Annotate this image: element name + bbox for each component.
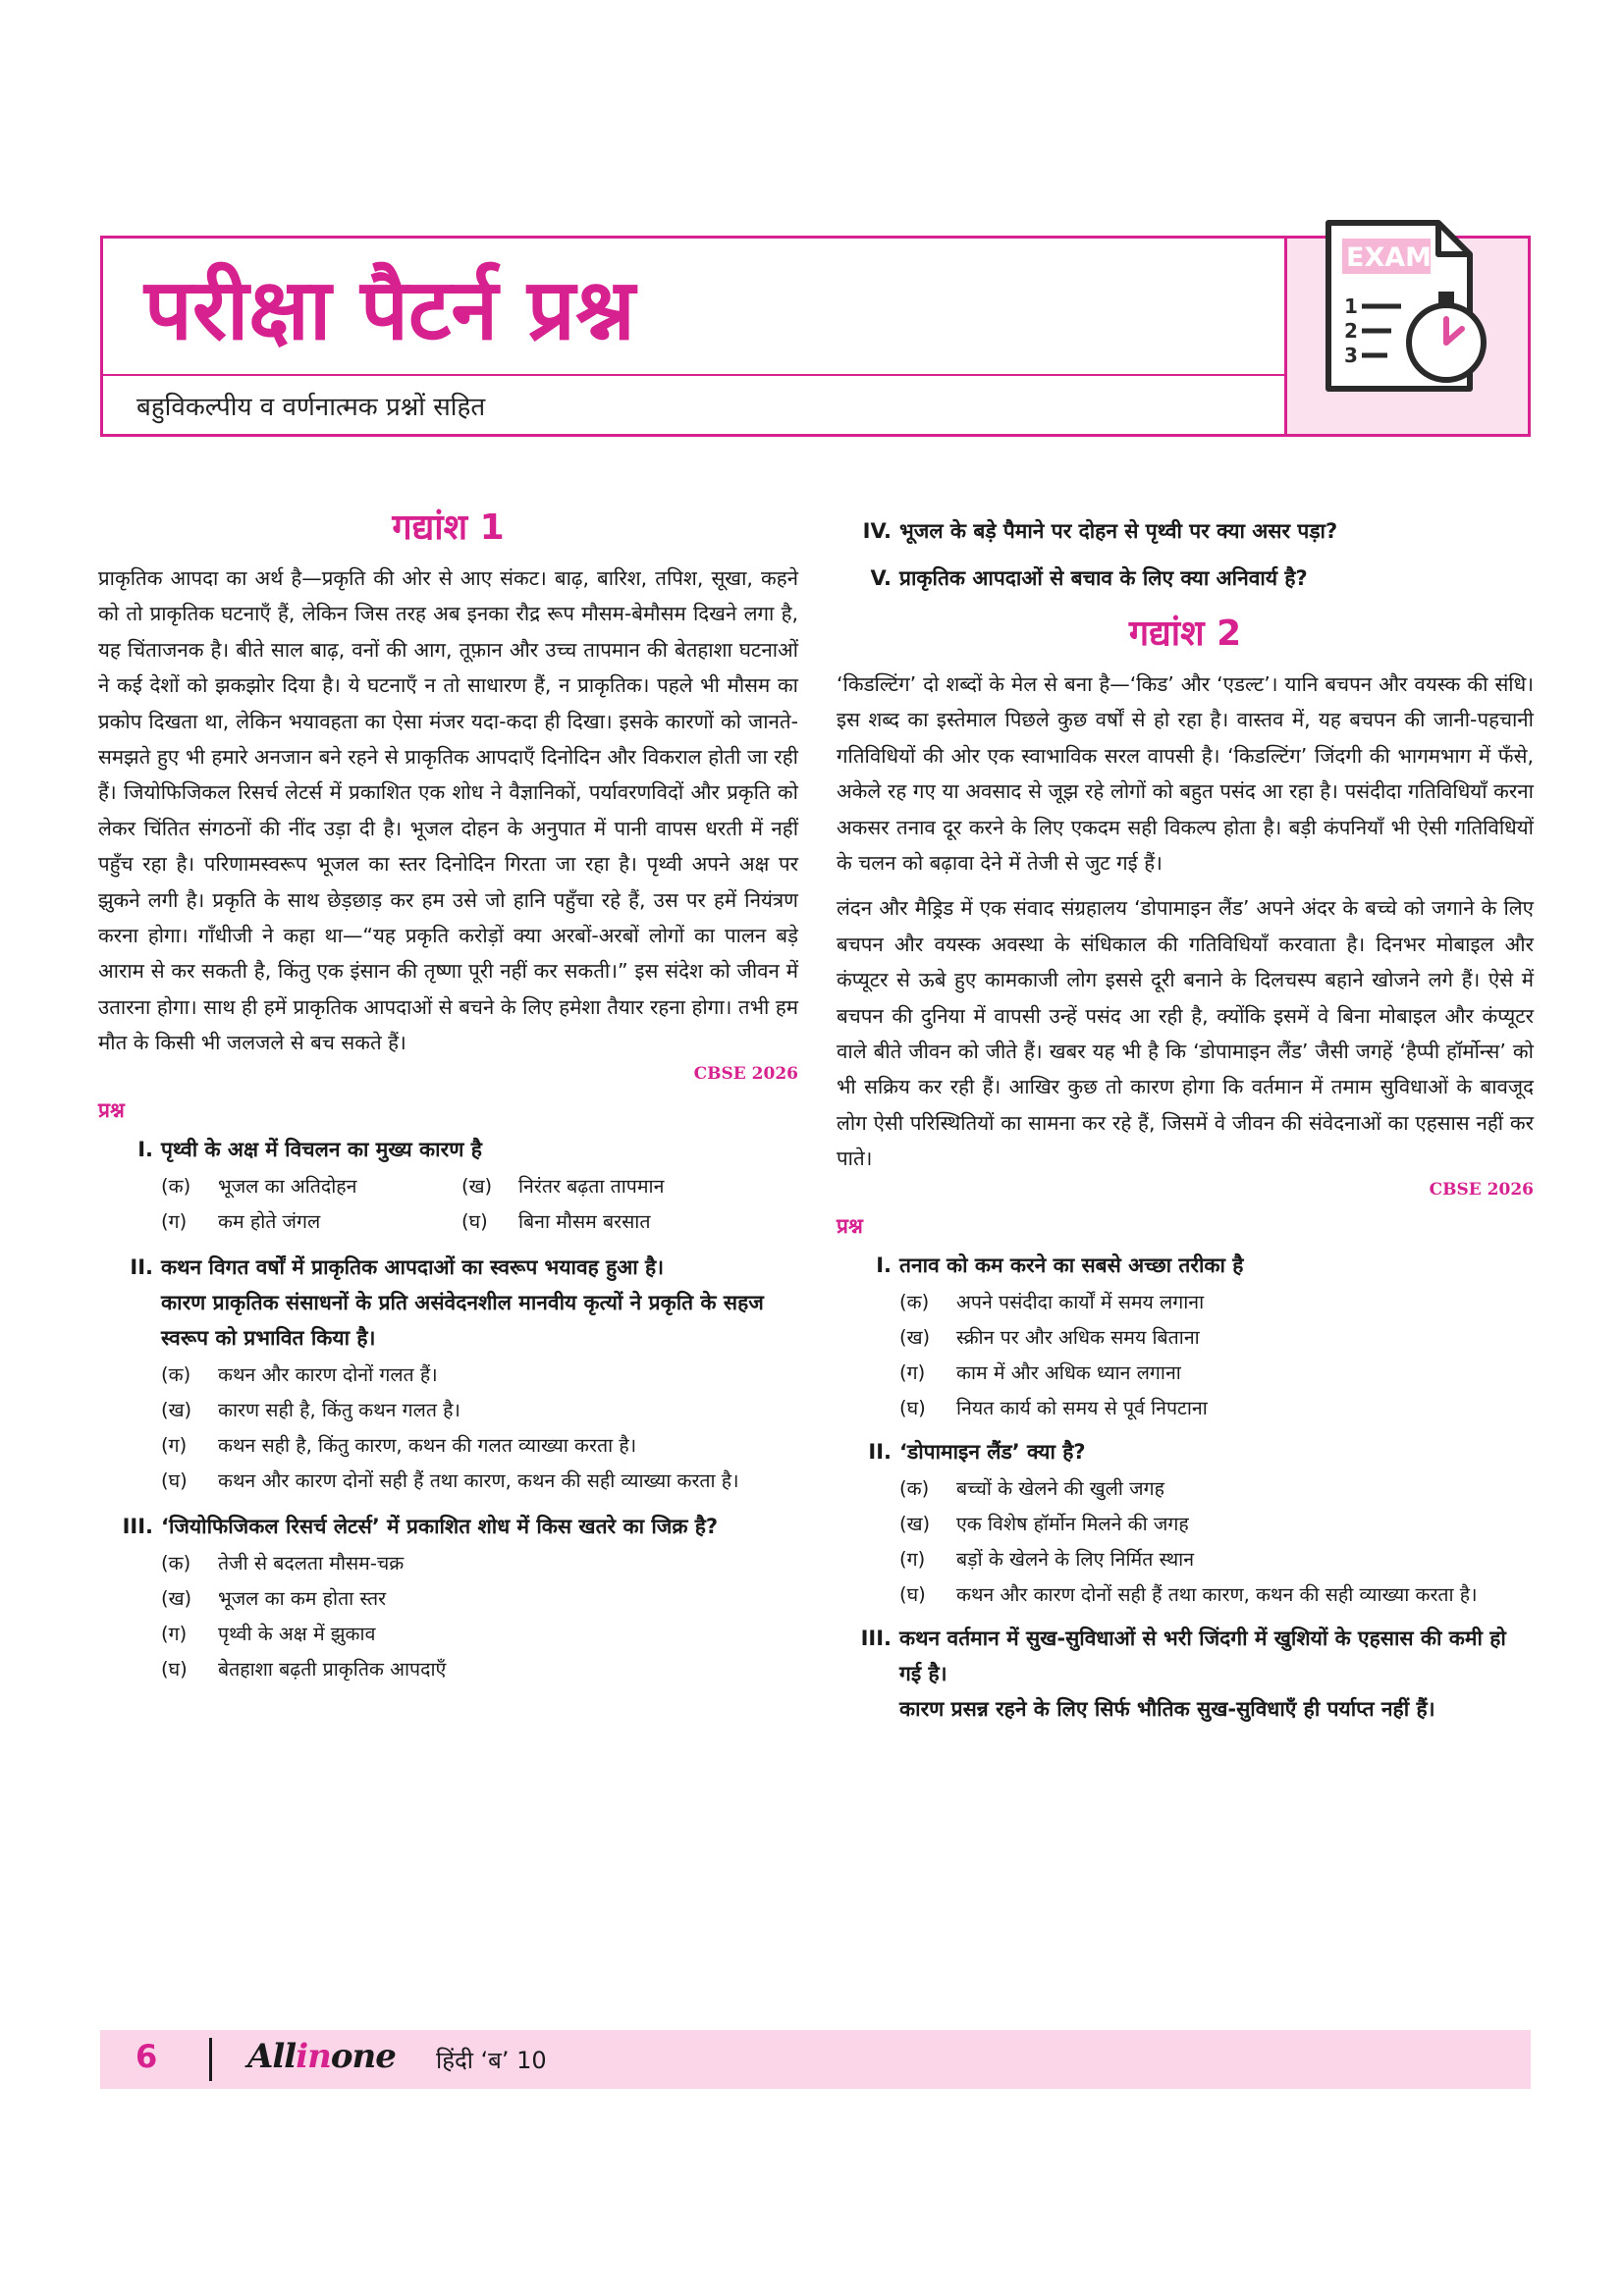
page-subtitle: बहुविकल्पीय व वर्णनात्मक प्रश्नों सहित (136, 393, 486, 422)
page-number: 6 (135, 2038, 158, 2075)
option-gha: (घ) नियत कार्य को समय से पूर्व निपटाना (899, 1396, 1208, 1419)
exam-icon-panel (1284, 239, 1528, 434)
book-title: हिंदी ‘ब’ 10 (436, 2047, 547, 2074)
exam-num-2: 2 (1344, 319, 1358, 343)
option-kha: (ख) कारण सही है, किंतु कथन गलत है। (161, 1398, 460, 1421)
question-1-2 (98, 1250, 798, 1499)
option-ga: (ग) बड़ों के खेलने के लिए निर्मित स्थान (899, 1547, 1195, 1571)
option-ga: (ग) कम होते जंगल (161, 1209, 321, 1233)
options (161, 1169, 798, 1240)
passage-1-title: गद्यांश 1 (392, 507, 505, 548)
page-footer (100, 2030, 1531, 2089)
question-1-1 (98, 1132, 798, 1240)
question-1-3 (98, 1509, 798, 1687)
page-title: परीक्षा पैटर्न प्रश्न (144, 261, 635, 359)
reason-text: कारण प्राकृतिक संसाधनों के प्रति असंवेदनशील मानवीय कृत्यों ने प्रकृति के सहज स्वरूप को प्रभावित किया है। (161, 1290, 764, 1350)
option-ka: (क) तेजी से बदलता मौसम-चक्र (161, 1551, 405, 1575)
chapter-header (100, 236, 1531, 437)
option-ga: (ग) कथन सही है, किंतु कारण, कथन की गलत व्याख्या करता है। (161, 1433, 637, 1457)
question-number: II. (868, 1439, 892, 1464)
option-ga: (ग) काम में और अधिक ध्यान लगाना (899, 1361, 1181, 1384)
option-gha: (घ) बेतहाशा बढ़ती प्राकृतिक आपदाएँ (161, 1657, 447, 1681)
exam-num-1: 1 (1344, 294, 1358, 318)
passage-2-title: गद्यांश 2 (1128, 614, 1242, 654)
question-text: ‘जियोफिजिकल रिसर्च लेटर्स’ में प्रकाशित शोध में किस खतरे का जिक्र है? (161, 1514, 719, 1538)
question-2-2 (837, 1434, 1534, 1613)
footer-divider (209, 2038, 212, 2081)
option-ka: (क) अपने पसंदीदा कार्यों में समय लगाना (899, 1290, 1205, 1313)
question-number: III. (122, 1514, 153, 1538)
questions-label-2: प्रश्न (837, 1213, 863, 1238)
options (161, 1546, 798, 1687)
question-text: भूजल के बड़े पैमाने पर दोहन से पृथ्वी पर क्या असर पड़ा? (899, 519, 1338, 543)
right-column (837, 506, 1534, 1727)
options (161, 1358, 798, 1499)
assertion-text: कथन वर्तमान में सुख-सुविधाओं से भरी जिंदगी में खुशियों के एहसास की कमी हो गई है। (899, 1626, 1506, 1685)
option-kha: (ख) स्क्रीन पर और अधिक समय बिताना (899, 1325, 1200, 1349)
question-text: प्राकृतिक आपदाओं से बचाव के लिए क्या अनिवार्य है? (899, 566, 1308, 590)
question-1-4 (837, 513, 1534, 549)
question-text: पृथ्वी के अक्ष में विचलन का मुख्य कारण है (161, 1137, 482, 1161)
question-2-3 (837, 1621, 1534, 1727)
question-2-1 (837, 1248, 1534, 1426)
passage-2-para-1: ‘किडल्टिंग’ दो शब्दों के मेल से बना है—‘किड’ और ‘एडल्ट’। यानि बचपन और वयस्क की संधि। इस शब्द का इस्तेमाल पिछले कुछ वर्षों से हो रहा है। वास्तव में, यह बचपन की जानी-पहचानी गतिविधियों की ओर एक स्वाभाविक सरल वापसी है। ‘किडल्टिंग’ जिंदगी की भागमभाग में फँसे, अकेले रह गए या अवसाद से जूझ रहे लोगों को बहुत पसंद आ रहा है। पसंदीदा गतिविधियाँ करना अकसर तनाव दूर करने के लिए एकदम सही विकल्प होता है। बड़ी कंपनियाँ भी ऐसी गतिविधियों के चलन को बढ़ावा देने में तेजी से जुट गई हैं। (837, 672, 1534, 876)
exam-label: EXAM (1346, 242, 1433, 273)
option-kha: (ख) एक विशेष हॉर्मोन मिलने की जगह (899, 1512, 1189, 1535)
option-kha: (ख) भूजल का कम होता स्तर (161, 1586, 387, 1610)
left-column (98, 506, 798, 1687)
question-number: V. (870, 566, 892, 590)
question-text: तनाव को कम करने का सबसे अच्छा तरीका है (899, 1253, 1244, 1277)
question-text: ‘डोपामाइन लैंड’ क्या है? (899, 1439, 1086, 1464)
reason-text: कारण प्रसन्न रहने के लिए सिर्फ भौतिक सुख-सुविधाएँ ही पर्याप्त नहीं हैं। (899, 1696, 1435, 1721)
question-number: IV. (862, 519, 892, 543)
passage-2-para-2: लंदन और मैड्रिड में एक संवाद संग्रहालय ‘डोपामाइन लैंड’ अपने अंदर के बच्चे को जगाने के लिए बचपन और वयस्क अवस्था के संधिकाल की गतिविधियाँ करवाता है। दिनभर मोबाइल और कंप्यूटर से ऊबे हुए कामकाजी लोग इससे दूरी बनाने के दिलचस्प बहाने खोजने लगे हैं। ऐसे में बचपन की दुनिया में वापसी उन्हें पसंद आ रही है, क्योंकि इसमें वे बिना मोबाइल और कंप्यूटर वाले बीते जीवन को जीते हैं। खबर यह भी है कि ‘डोपामाइन लैंड’ जैसी जगहें ‘हैप्पी हॉर्मोन्स’ को भी सक्रिय कर रही हैं। आखिर कुछ तो कारण होगा कि वर्तमान में तमाम सुविधाओं के बावजूद लोग ऐसी परिस्थितियों का सामना कर रहे हैं, जिसमें वे जीवन की संवेदनाओं का एहसास नहीं कर पाते। (837, 896, 1534, 1171)
option-ka: (क) भूजल का अतिदोहन (161, 1174, 357, 1198)
option-ka: (क) कथन और कारण दोनों गलत हैं। (161, 1362, 438, 1386)
passage-2-source: CBSE 2026 (1429, 1179, 1534, 1200)
question-number: I. (137, 1137, 153, 1161)
question-number: I. (876, 1253, 892, 1277)
option-kha: (ख) निरंतर बढ़ता तापमान (461, 1174, 665, 1198)
assertion-text: कथन विगत वर्षों में प्राकृतिक आपदाओं का स्वरूप भयावह हुआ है। (161, 1255, 665, 1279)
header-divider (103, 374, 1287, 376)
option-ga: (ग) पृथ्वी के अक्ष में झुकाव (161, 1622, 376, 1645)
question-1-5 (837, 561, 1534, 596)
option-gha: (घ) कथन और कारण दोनों सही हैं तथा कारण, कथन की सही व्याख्या करता है। (161, 1468, 739, 1492)
options (899, 1471, 1534, 1613)
option-gha: (घ) कथन और कारण दोनों सही हैं तथा कारण, कथन की सही व्याख्या करता है। (899, 1582, 1478, 1606)
option-gha: (घ) बिना मौसम बरसात (461, 1209, 651, 1233)
exam-num-3: 3 (1344, 344, 1358, 367)
passage-1-text: प्राकृतिक आपदा का अर्थ है—प्रकृति की ओर से आए संकट। बाढ़, बारिश, तपिश, सूखा, कहने को तो प्राकृतिक घटनाएँ हैं, लेकिन जिस तरह अब इनका रौद्र रूप मौसम-बेमौसम दिखने लगा है, यह चिंताजनक है। बीते साल बाढ़, वनों की आग, तूफ़ान और उच्च तापमान की बेतहाशा घटनाओं ने कई देशों को झकझोर दिया है। ये घटनाएँ न तो साधारण हैं, न प्राकृतिक। पहले भी मौसम का प्रकोप दिखता था, लेकिन भयावहता का ऐसा मंजर यदा-कदा ही दिखा। इसके कारणों को जानते-समझते हुए भी हमारे अनजान बने रहने से प्राकृतिक आपदाएँ दिनोदिन और विकराल होती जा रही हैं। जियोफिजिकल रिसर्च लेटर्स में प्रकाशित एक शोध ने वैज्ञानिकों, पर्यावरणविदों और प्रकृति को लेकर चिंतित संगठनों की नींद उड़ा दी है। भूजल दोहन के अनुपात में पानी वापस धरती में नहीं पहुँच रहा है। परिणामस्वरूप भूजल का स्तर दिनोदिन गिरता जा रहा है। पृथ्वी अपने अक्ष पर झुकने लगी है। प्रकृति के साथ छेड़छाड़ कर हम उसे जो हानि पहुँचा रहे हैं, उस पर हमें नियंत्रण करना होगा। गाँधीजी ने कहा था—“यह प्रकृति करोड़ों क्या अरबों-अरबों लोगों का पालन बड़े आराम से कर सकती है, किंतु एक इंसान की तृष्णा पूरी नहीं कर सकती।” इस संदेश को जीवन में उतारना होगा। साथ ही हमें प्राकृतिक आपदाओं से बचने के लिए हमेशा तैयार रहना होगा। तभी हम मौत के किसी भी जलजले से बच सकते हैं। (98, 566, 798, 1055)
option-ka: (क) बच्चों के खेलने की खुली जगह (899, 1476, 1164, 1500)
options (899, 1285, 1534, 1426)
exam-sheet-icon (1323, 217, 1497, 403)
passage-1-source: CBSE 2026 (693, 1063, 798, 1084)
question-number: II. (130, 1255, 153, 1279)
question-number: III. (860, 1626, 892, 1650)
questions-label-1: प्रश्न (98, 1097, 125, 1122)
brand-logo: Allinone (247, 2037, 396, 2076)
